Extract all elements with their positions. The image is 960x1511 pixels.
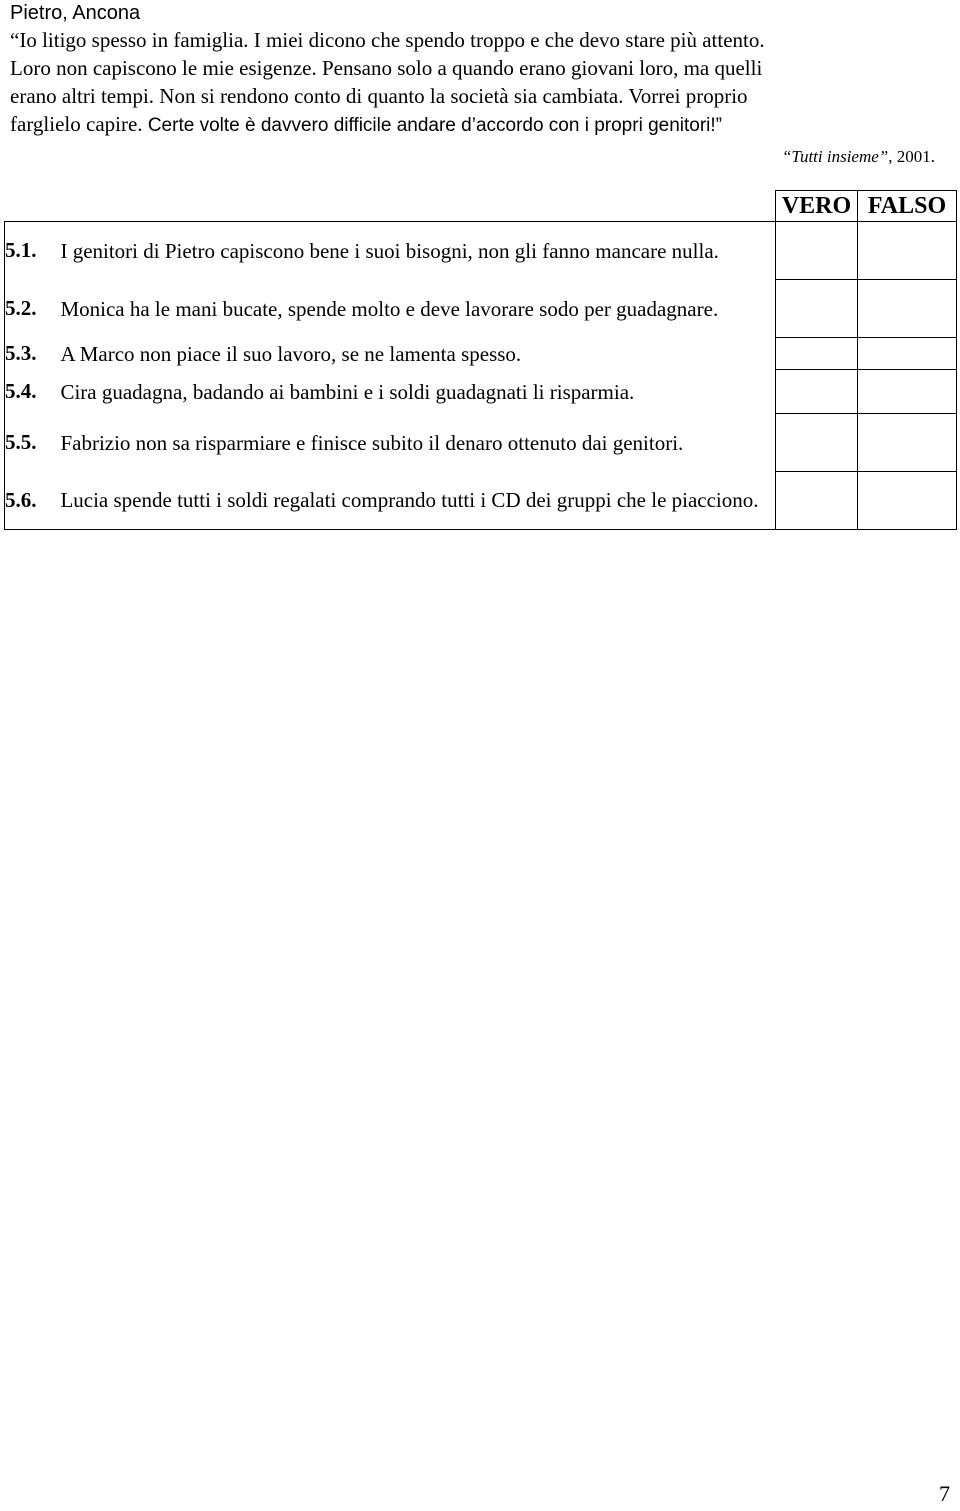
vero-checkbox[interactable] [776,280,858,338]
true-false-table [4,190,957,530]
falso-checkbox[interactable] [858,370,957,414]
falso-checkbox[interactable] [858,222,957,280]
quote-line-1: “Io litigo spesso in famiglia. I miei dicono che spendo troppo e che devo stare più attento. [10,28,765,52]
item-number: 5.6. [5,472,61,530]
table-row [5,338,957,370]
table-row [5,472,957,530]
item-number: 5.3. [5,338,61,370]
quote-source [10,146,935,168]
falso-checkbox[interactable] [858,280,957,338]
table-row [5,414,957,472]
item-number: 5.4. [5,370,61,414]
falso-checkbox[interactable] [858,338,957,370]
table-row [5,280,957,338]
quote-line-2: Loro non capiscono le mie esigenze. Pensano solo a quando erano giovani loro, ma quelli [10,56,763,80]
vero-checkbox[interactable] [776,472,858,530]
quote-line-4a: farglielo capire. [10,112,143,136]
item-statement: A Marco non piace il suo lavoro, se ne lamenta spesso. [60,341,522,366]
quote-line-3: erano altri tempi. Non si rendono conto di quanto la società sia cambiata. Vorrei proprio [10,84,748,108]
table-row [5,370,957,414]
source-title: “Tutti insieme” [781,147,889,166]
header-vero: VERO [776,191,858,222]
item-statement: Lucia spende tutti i soldi regalati comprando tutti i CD dei gruppi che le piacciono. [60,472,775,530]
quote-line-4b: Certe volte è davvero difficile andare d’accordo con i propri genitori!” [142,115,723,136]
item-statement: Cira guadagna, badando ai bambini e i soldi guadagnati li risparmia. [60,379,635,404]
vero-checkbox[interactable] [776,338,858,370]
falso-checkbox[interactable] [858,472,957,530]
item-statement: Monica ha le mani bucate, spende molto e deve lavorare sodo per guadagnare. [60,296,719,321]
vero-checkbox[interactable] [776,222,858,280]
intro-passage [10,0,950,168]
item-number: 5.1. [5,222,61,280]
quote-author: Pietro, Ancona [10,2,141,24]
table-row [5,222,957,280]
falso-checkbox[interactable] [858,414,957,472]
vero-checkbox[interactable] [776,370,858,414]
header-falso: FALSO [858,191,957,222]
table-header-row [5,191,957,222]
vero-checkbox[interactable] [776,414,858,472]
item-number: 5.2. [5,280,61,338]
page-number: 7 [939,1481,950,1506]
item-statement: I genitori di Pietro capiscono bene i suoi bisogni, non gli fanno mancare nulla. [60,222,775,280]
item-statement: Fabrizio non sa risparmiare e finisce subito il denaro ottenuto dai genitori. [60,430,684,455]
quote-text [10,26,950,140]
source-year: , 2001. [888,147,935,166]
item-number: 5.5. [5,414,61,472]
